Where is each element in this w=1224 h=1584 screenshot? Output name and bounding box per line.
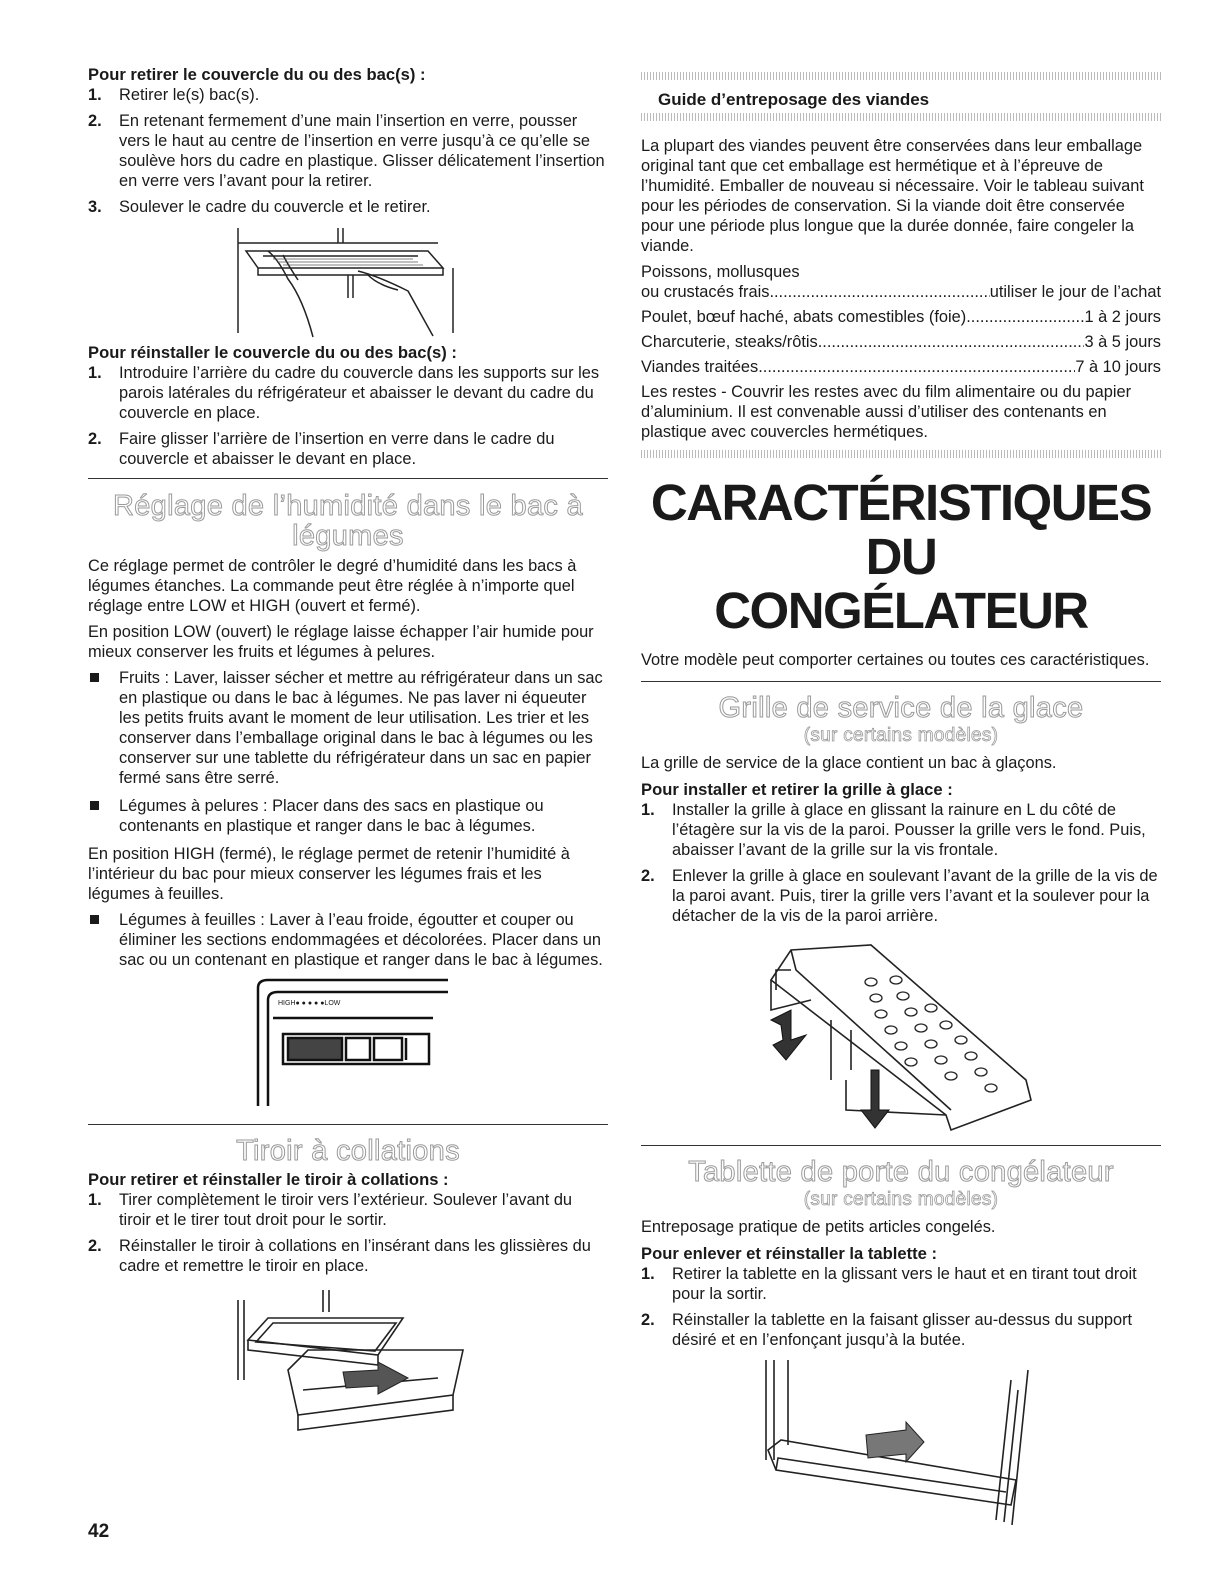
page-number: 42: [88, 1521, 110, 1542]
door-shelf-section-subtitle: (sur certains modèles): [803, 1189, 999, 1210]
humidity-section-title: Réglage de l’humidité dans le bac à légumes: [113, 490, 583, 552]
snack-heading: Pour retirer et réinstaller le tiroir à collations :: [88, 1170, 449, 1189]
door-shelf-steps: [641, 1264, 1161, 1350]
hatch-rule: [641, 113, 1161, 121]
remove-cover-steps: [88, 85, 608, 217]
reinstall-cover-steps: [88, 363, 608, 469]
crisper-cover-illustration: [228, 223, 468, 339]
freezer-features-title: CARACTÉRISTIQUES DU CONGÉLATEUR: [650, 474, 1152, 639]
meat-guide-heading: Guide d’entreposage des viandes: [658, 90, 930, 109]
section-divider: [88, 478, 608, 479]
list-item: 1. Introduire l’arrière du cadre du couvercle dans les supports sur les parois latérales du réfrigérateur et abaisser le devant du cadre du couvercle en place.: [88, 364, 600, 422]
list-item: 1. Installer la grille à glace en glissant la rainure en L du côté de l’étagère sur la vis de la paroi. Pousser la grille vers le fond. Puis, abaisser l’avant de la grille sur la vis frontale.: [641, 801, 1146, 859]
ice-heading: Pour installer et retirer la grille à glace :: [641, 780, 953, 799]
ice-section-title: Grille de service de la glace: [718, 692, 1084, 724]
list-item: 1. Retirer le(s) bac(s).: [88, 86, 260, 104]
freezer-intro: Votre modèle peut comporter certaines ou toutes ces caractéristiques.: [641, 651, 1150, 669]
list-item: Fruits : Laver, laisser sécher et mettre au réfrigérateur dans un sac en plastique ou dans le bac à légumes. Ne pas laver ni équeuter les petits fruits avant le moment de leur utilisation. Les trier et les conserver dans l’emballage original dans le bac à légumes ou les conserver sur une tablette du réfrigérateur dans un sac en papier fermé sans être serré.: [88, 668, 608, 788]
hatch-rule: [641, 450, 1161, 458]
list-item: Légumes à pelures : Placer dans des sacs en plastique ou contenants en plastique et ranger dans le bac à légumes.: [88, 796, 608, 836]
list-item: 2. En retenant fermement d’une main l’insertion en verre, pousser vers le haut au centre de l’insertion en verre jusqu’à ce qu’elle se soulève hors du cadre en plastique. Glisser délicatement l’insertion en verre vers l’avant pour la retirer.: [88, 112, 605, 190]
list-item: 1. Retirer la tablette en la glissant vers le haut et en tirant tout droit pour la sortir.: [641, 1265, 1137, 1303]
remove-cover-heading: Pour retirer le couvercle du ou des bac(s) :: [88, 65, 426, 84]
table-row: ou crustacés frais ..... utiliser le jour de l’achat: [641, 282, 1161, 302]
humidity-paragraph: Ce réglage permet de contrôler le degré d’humidité dans les bacs à légumes étanches. La commande peut être réglée à n’importe quel réglage entre LOW et HIGH (ouvert et fermé).: [88, 557, 577, 615]
meat-guide-row-label: Poissons, mollusques: [641, 263, 800, 281]
humidity-control-label: HIGH● ● ● ● ●LOW: [278, 1000, 341, 1007]
reinstall-cover-heading: Pour réinstaller le couvercle du ou des bac(s) :: [88, 343, 457, 362]
list-item: 3. Soulever le cadre du couvercle et le retirer.: [88, 198, 431, 216]
door-shelf-heading: Pour enlever et réinstaller la tablette :: [641, 1244, 938, 1263]
snack-steps: [88, 1190, 608, 1276]
humidity-paragraph: En position HIGH (fermé), le réglage permet de retenir l’humidité à l’intérieur du bac pour mieux conserver les légumes frais et les légumes à feuilles.: [88, 845, 570, 903]
ice-steps: [641, 800, 1161, 926]
table-row: Charcuterie, steaks/rôtis ..... 3 à 5 jours: [641, 332, 1161, 352]
right-column: [641, 64, 1161, 1525]
door-shelf-illustration: [756, 1360, 1046, 1525]
meat-guide-table: [641, 262, 1161, 377]
list-item: 1. Tirer complètement le tiroir vers l’extérieur. Soulever l’avant du tiroir et le tirer tout droit pour le sortir.: [88, 1191, 573, 1229]
ice-paragraph: La grille de service de la glace contient un bac à glaçons.: [641, 754, 1057, 772]
door-shelf-section-title: Tablette de porte du congélateur: [688, 1156, 1114, 1188]
left-column: [88, 64, 608, 1440]
list-item: 2. Réinstaller le tiroir à collations en l’insérant dans les glissières du cadre et remettre le tiroir en place.: [88, 1237, 591, 1275]
hatch-rule: [641, 72, 1161, 80]
humidity-bullets-low: [88, 668, 608, 836]
table-row: Viandes traitées ..... 7 à 10 jours: [641, 357, 1161, 377]
section-divider: [88, 1124, 608, 1125]
table-row: Poulet, bœuf haché, abats comestibles (foie) ..... 1 à 2 jours: [641, 307, 1161, 327]
meat-guide-leftovers: Les restes - Couvrir les restes avec du film alimentaire ou du papier d’aluminium. Il est convenable aussi d’utiliser des contenants en plastique avec couvercles hermétiques.: [641, 383, 1132, 441]
humidity-paragraph: En position LOW (ouvert) le réglage laisse échapper l’air humide pour mieux conserver les fruits et légumes à pelures.: [88, 623, 594, 661]
door-shelf-paragraph: Entreposage pratique de petits articles congelés.: [641, 1218, 996, 1236]
humidity-bullets-high: [88, 910, 608, 970]
list-item: 2. Faire glisser l’arrière de l’insertion en verre dans le cadre du couvercle et abaisser le devant en place.: [88, 430, 555, 468]
section-divider: [641, 681, 1161, 682]
humidity-control-illustration: [248, 978, 448, 1106]
section-divider: [641, 1145, 1161, 1146]
list-item: 2. Enlever la grille à glace en soulevant l’avant de la grille de la vis de la paroi avant. Puis, tirer la grille vers l’avant et la soulever pour la détacher de la vis de la paroi arrière.: [641, 867, 1158, 925]
snack-drawer-illustration: [228, 1290, 468, 1440]
list-item: Légumes à feuilles : Laver à l’eau froide, égoutter et couper ou éliminer les sections endommagées et décolorées. Placer dans un sac ou un contenant en plastique et ranger dans le bac à légumes.: [88, 910, 608, 970]
snack-section-title: Tiroir à collations: [236, 1135, 460, 1167]
ice-section-subtitle: (sur certains modèles): [803, 725, 999, 746]
meat-guide-intro: La plupart des viandes peuvent être conservées dans leur emballage original tant que cet emballage est hermétique et à l’épreuve de l’humidité. Emballer de nouveau si nécessaire. Voir le tableau suivant pour les périodes de conservation. Si la viande doit être conservée pour une période plus longue que la durée donnée, faire congeler la viande.: [641, 137, 1144, 255]
list-item: 2. Réinstaller la tablette en la faisant glisser au-dessus du support désiré et en l’enfonçant jusqu’à la butée.: [641, 1311, 1133, 1349]
ice-rack-illustration: [751, 940, 1051, 1135]
